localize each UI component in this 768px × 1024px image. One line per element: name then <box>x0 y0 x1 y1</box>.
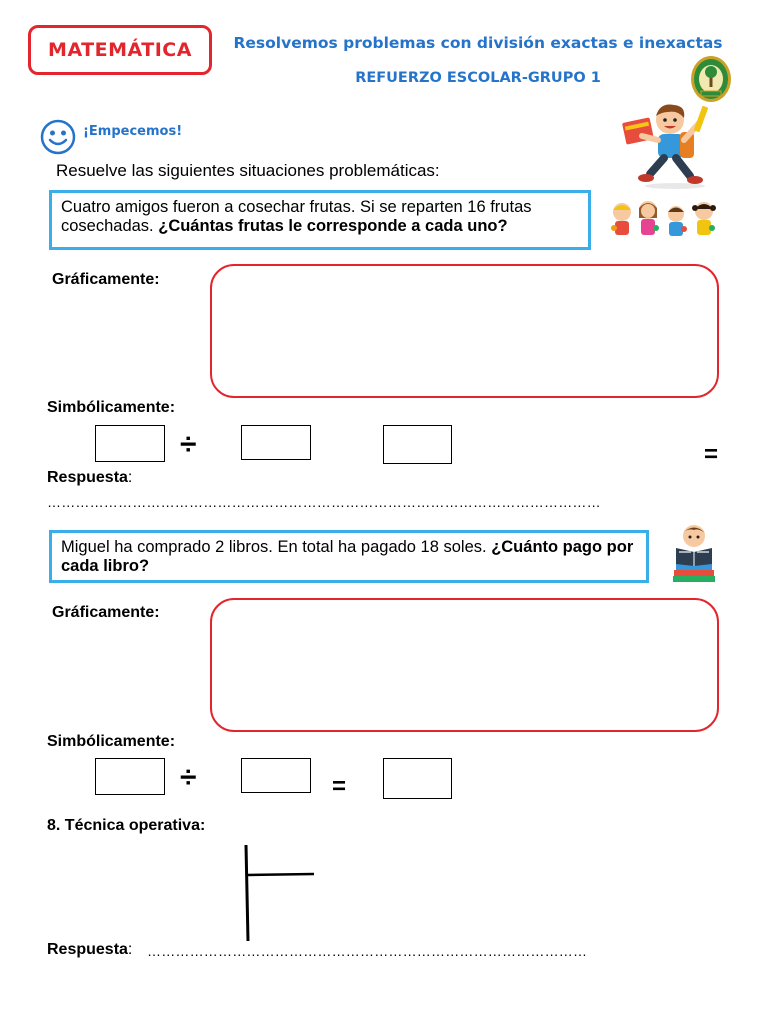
problem-2-text: Miguel ha comprado 2 libros. En total ha pagado 18 soles. <box>61 538 492 556</box>
problem-2-answer-word: Respuesta <box>47 941 128 958</box>
problem-2-division-sign: ÷ <box>180 761 197 794</box>
problem-1-answer-word: Respuesta <box>47 469 128 486</box>
problem-1-divisor-box[interactable] <box>241 425 311 460</box>
reading-kid-illustration <box>668 522 720 584</box>
problem-2-question: ¿Cuánto pago por cada libro? <box>61 538 634 575</box>
problem-1-symbolic-label: Simbólicamente: <box>47 399 176 416</box>
instructions-text: Resuelve las siguientes situaciones problemáticas: <box>56 161 440 180</box>
problem-1-answer-label <box>47 469 132 487</box>
problem-1-dividend-box[interactable] <box>95 425 165 462</box>
problem-2-equals-sign: = <box>332 773 347 800</box>
problem-2-answer-colon: : <box>127 941 133 958</box>
problem-2-drawing-area[interactable] <box>210 598 719 732</box>
smiley-icon <box>40 119 76 155</box>
four-friends-illustration <box>608 198 723 244</box>
problem-1-answer-line[interactable]: ……………………………………………………………………………………………………… <box>47 494 601 510</box>
technique-label: 8. Técnica operativa: <box>47 817 206 834</box>
problem-2-quotient-box[interactable] <box>383 758 452 799</box>
problem-1-quotient-box[interactable] <box>383 425 452 464</box>
problem-1-answer-colon: : <box>127 469 133 486</box>
problem-1-text: Cuatro amigos fueron a cosechar frutas. Si se reparten 16 frutas cosechadas. <box>61 198 532 235</box>
problem-1-drawing-area[interactable] <box>210 264 719 398</box>
problem-2-dividend-box[interactable] <box>95 758 165 795</box>
start-label: ¡Empecemos! <box>83 124 183 139</box>
problem-1-graphic-label: Gráficamente: <box>52 271 160 288</box>
page-title: Resolvemos problemas con división exactas e inexactas <box>233 34 723 52</box>
problem-2-symbolic-label: Simbólicamente: <box>47 733 176 750</box>
problem-2-divisor-box[interactable] <box>241 758 311 793</box>
problem-2-answer-label <box>47 941 132 959</box>
problem-2-box <box>49 530 649 583</box>
running-student-illustration <box>620 100 720 190</box>
long-division-bracket <box>242 843 318 943</box>
problem-1-question: ¿Cuántas frutas le corresponde a cada uno? <box>158 217 508 235</box>
problem-1-division-sign: ÷ <box>180 428 197 461</box>
problem-2-graphic-label: Gráficamente: <box>52 604 160 621</box>
school-crest-icon <box>690 55 732 103</box>
subject-label: MATEMÁTICA <box>48 39 192 61</box>
page-subtitle: REFUERZO ESCOLAR-GRUPO 1 <box>355 70 601 86</box>
problem-1-equals-sign: = <box>704 441 719 468</box>
subject-badge <box>28 25 212 75</box>
problem-2-answer-line[interactable]: ………………………………………………………………………………… <box>147 943 588 959</box>
problem-1-box <box>49 190 591 250</box>
